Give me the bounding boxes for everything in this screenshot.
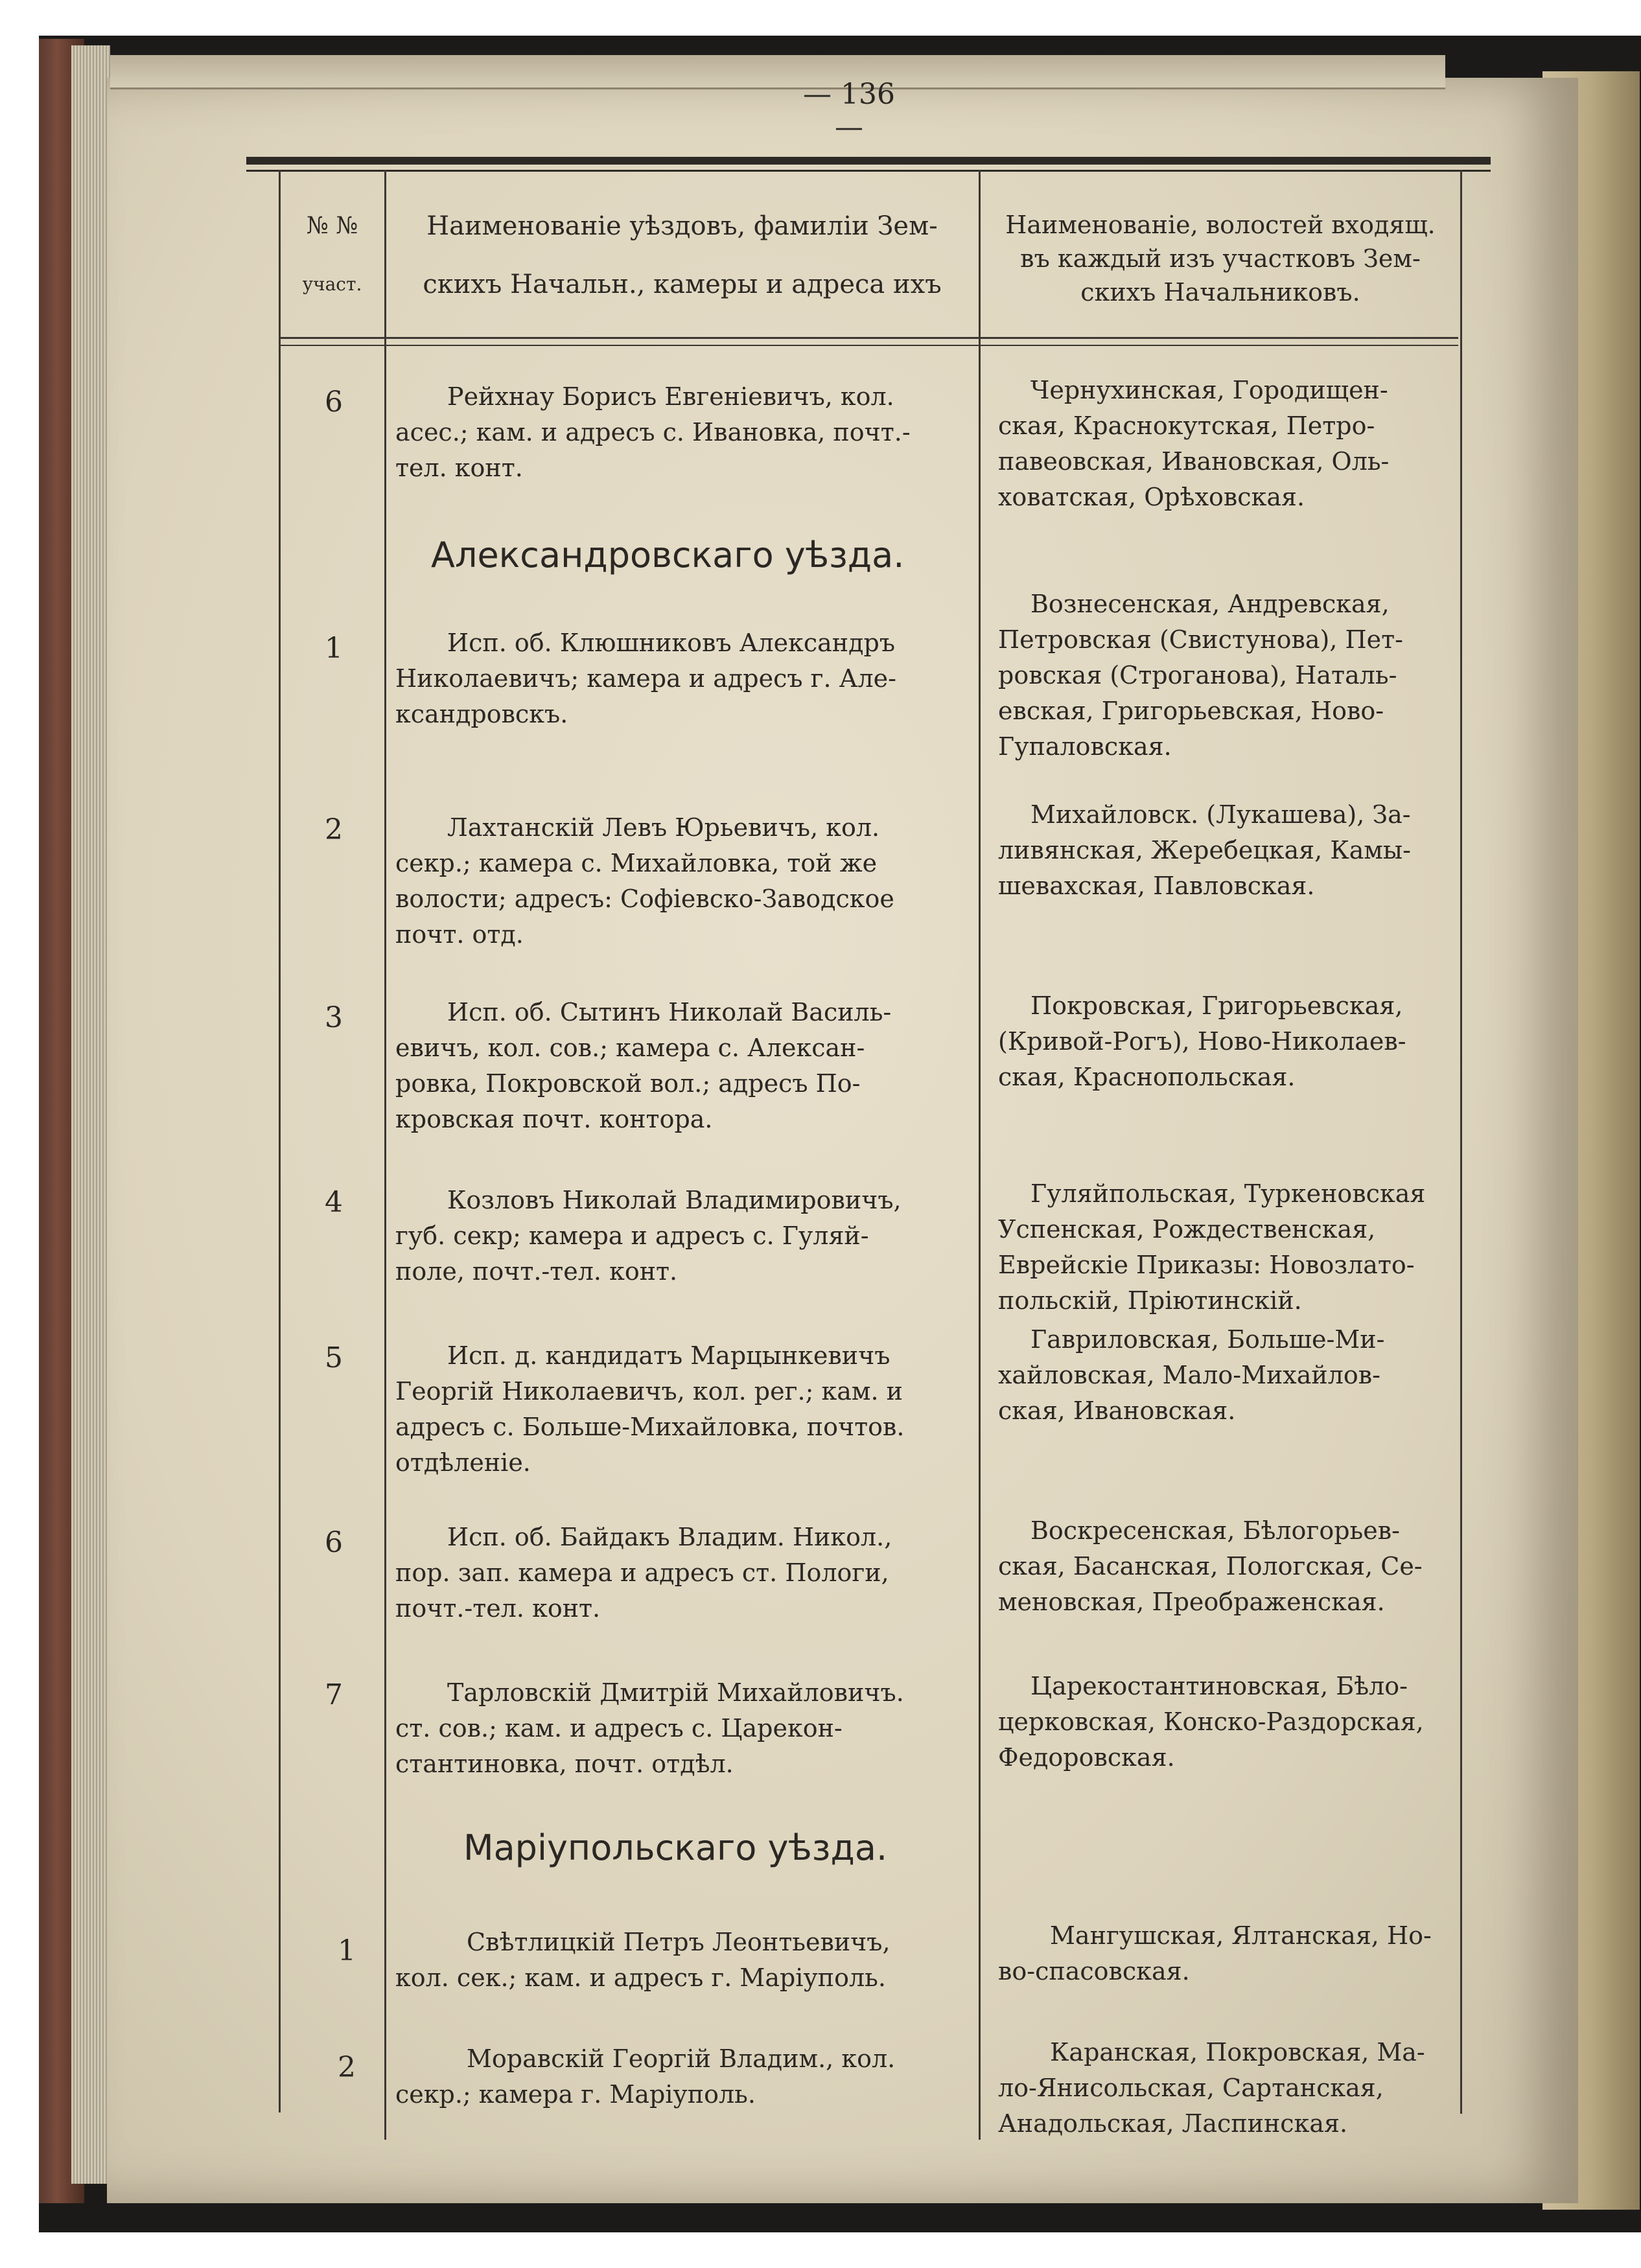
volosts-entry: Покровская, Григорьевская, (Кривой-Рогъ), Ново-Николаев- ская, Краснопольская. bbox=[998, 991, 1406, 1091]
header-col3-line2: въ каждый изъ участковъ Зем- bbox=[1020, 244, 1421, 273]
pages-edge bbox=[71, 45, 110, 2184]
row-number: 6 bbox=[325, 1526, 343, 1559]
header-col2-line2: скихъ Начальн., камеры и адреса ихъ bbox=[423, 270, 942, 299]
row-number: 2 bbox=[338, 2051, 356, 2084]
zemsky-chief-entry: Тарловскій Дмитрій Михайловичъ. ст. сов.; кам. и адресъ с. Царекон- стантиновка, почт. отдѣл. bbox=[395, 1678, 904, 1778]
row-number: 1 bbox=[325, 632, 343, 665]
volosts-entry: Вознесенская, Андревская, Петровская (Свистунова), Пет- ровская (Строганова), Наталь- евская, Григорьевская, Ново- Гупаловская. bbox=[998, 590, 1403, 761]
table-top-rule-thin bbox=[246, 170, 1491, 172]
page-top-edge bbox=[110, 55, 1445, 89]
row-number: 1 bbox=[338, 1934, 356, 1967]
zemsky-chief-entry: Исп. об. Клюшниковъ Александръ Николаевичъ; камера и адресъ г. Але- ксандровскъ. bbox=[395, 629, 896, 728]
zemsky-chief-entry: Козловъ Николай Владимировичъ, губ. секр; камера и адресъ с. Гуляй- поле, почт.-тел. конт. bbox=[395, 1186, 902, 1286]
zemsky-chief-entry: Лахтанскій Левъ Юрьевичъ, кол. секр.; камера с. Михайловка, той же волости; адресъ: Софіевско-Заводское почт. отд. bbox=[395, 813, 894, 949]
row-number: 6 bbox=[325, 386, 343, 419]
table-top-rule bbox=[246, 157, 1491, 165]
row-number: 3 bbox=[325, 1001, 343, 1034]
volosts-entry: Мангушская, Ялтанская, Но- во-спасовская. bbox=[998, 1921, 1432, 1985]
row-number: 2 bbox=[325, 813, 343, 846]
volosts-entry: Чернухинская, Городищен- ская, Краснокутская, Петро- павеовская, Ивановская, Оль- ховатская, Орѣховская. bbox=[998, 376, 1390, 511]
volosts-entry: Воскресенская, Бѣлогорьев- ская, Басанская, Пологская, Се- меновская, Преображенская. bbox=[998, 1516, 1423, 1616]
row-number: 5 bbox=[325, 1341, 343, 1374]
district-heading: Александровскаго уѣзда. bbox=[431, 535, 905, 575]
header-col3-line1: Наименованіе, волостей входящ. bbox=[1005, 211, 1436, 239]
zemsky-chief-entry: Исп. об. Сытинъ Николай Василь- евичъ, кол. сов.; камера с. Алексан- ровка, Покровской вол.; адресъ По- кровская почт. контора. bbox=[395, 998, 892, 1133]
table-right-border bbox=[1460, 170, 1462, 2114]
zemsky-chief-entry: Свѣтлицкій Петръ Леонтьевичъ, кол. сек.; кам. и адресъ г. Маріуполь. bbox=[395, 1928, 890, 1992]
header-bottom-rule bbox=[279, 337, 1458, 339]
volosts-entry: Каранская, Покровская, Ма- ло-Янисольская, Сартанская, Анадольская, Ласпинская. bbox=[998, 2038, 1425, 2138]
header-col3-line3: скихъ Начальниковъ. bbox=[1080, 278, 1360, 307]
table-left-border bbox=[279, 170, 281, 2112]
volosts-entry: Гуляйпольская, Туркеновская Успенская, Рождественская, Еврейскіе Приказы: Новозлато- польскій, Пріютинскій. bbox=[998, 1179, 1426, 1315]
volosts-entry: Михайловск. (Лукашева), За- ливянская, Жеребецкая, Камы- шевахская, Павловская. bbox=[998, 800, 1412, 900]
district-heading: Маріупольскаго уѣзда. bbox=[463, 1827, 888, 1868]
zemsky-chief-entry: Моравскій Георгій Владим., кол. секр.; камера г. Маріуполь. bbox=[395, 2044, 896, 2109]
column-divider-2 bbox=[979, 170, 981, 2140]
header-col1-line2: участ. bbox=[302, 273, 362, 295]
page-number: — 136 — bbox=[803, 78, 895, 144]
header-col2-line1: Наименованіе уѣздовъ, фамиліи Зем- bbox=[426, 211, 938, 241]
row-number: 7 bbox=[325, 1678, 343, 1711]
header-col1-line1: № № bbox=[306, 213, 358, 239]
zemsky-chief-entry: Исп. д. кандидатъ Марцынкевичъ Георгій Николаевичъ, кол. рег.; кам. и адресъ с. Больше-Михайловка, почтов. отдѣленіе. bbox=[395, 1341, 905, 1477]
volosts-entry: Царекостантиновская, Бѣло- церковская, Конско-Раздорская, Федоровская. bbox=[998, 1672, 1424, 1772]
volosts-entry: Гавриловская, Больше-Ми- хайловская, Мало-Михайлов- ская, Ивановская. bbox=[998, 1325, 1385, 1425]
zemsky-chief-entry: Исп. об. Байдакъ Владим. Никол., пор. зап. камера и адресъ ст. Пологи, почт.-тел. конт. bbox=[395, 1523, 892, 1623]
header-bottom-rule-thin bbox=[279, 345, 1458, 346]
column-divider-1 bbox=[384, 170, 386, 2140]
zemsky-chief-entry: Рейхнау Борисъ Евгеніевичъ, кол. асес.; кам. и адресъ с. Ивановка, почт.- тел. конт. bbox=[395, 382, 911, 482]
row-number: 4 bbox=[325, 1186, 343, 1219]
